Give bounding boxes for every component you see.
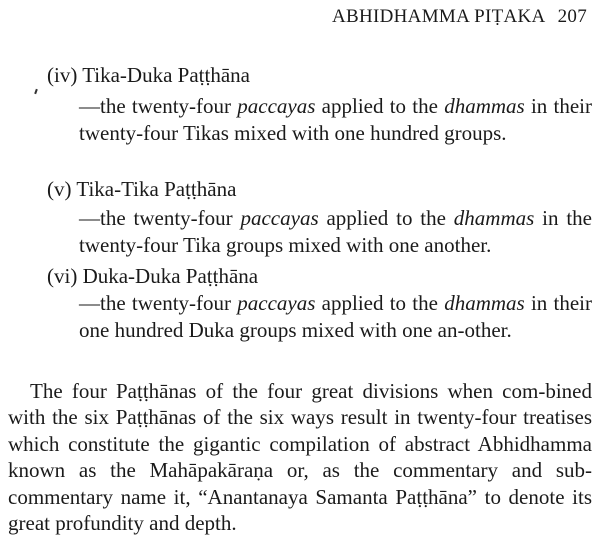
item-vi-text-1: —the twenty-four (79, 291, 238, 315)
item-v-title: (v) Tika-Tika Paṭṭhāna (47, 177, 237, 201)
item-iv-text-1: —the twenty-four (79, 94, 238, 118)
item-v-text-3: in the twenty-four Tika groups mixed with one another. (79, 206, 592, 257)
item-vi-body (79, 290, 592, 343)
item-v-term-paccayas: paccayas (240, 206, 319, 230)
item-iv-title: (iv) Tika-Duka Paṭṭhāna (47, 63, 250, 87)
item-iv-body (79, 93, 592, 146)
item-vi-term-paccayas: paccayas (237, 291, 316, 315)
item-iv-text-2: applied to the (315, 94, 445, 118)
page-number: 207 (557, 6, 587, 27)
running-title: ABHIDHAMMA PIṬAKA (332, 6, 546, 27)
stray-ink-mark (34, 89, 38, 94)
item-iv-text-3: in their twenty-four Tikas mixed with one hundred groups. (79, 94, 592, 145)
item-iv-term-paccayas: paccayas (237, 94, 316, 118)
item-iv-term-dhammas: dhammas (444, 94, 525, 118)
body-paragraph: The four Paṭṭhānas of the four great divisions when com-bined with the six Paṭṭhānas of the six ways result in twenty-four treatises which constitute the gigantic compilation of abstract Abhidhamma known as the Mahāpakāraṇa or, as the commentary and sub-commentary name it, “Anantanaya Samanta Paṭṭhāna” to denote its great profundity and depth. (8, 379, 592, 536)
item-v-text-2: applied to the (318, 206, 454, 230)
item-v-term-dhammas: dhammas (453, 206, 535, 230)
item-vi-term-dhammas: dhammas (444, 291, 525, 315)
item-v-text-1: —the twenty-four (79, 206, 241, 230)
item-vi-title: (vi) Duka-Duka Paṭṭhāna (47, 264, 259, 288)
item-vi-text-2: applied to the (315, 291, 445, 315)
running-header (332, 6, 587, 28)
item-v-body (79, 205, 592, 258)
item-vi-text-3: in their one hundred Duka groups mixed with one an-other. (79, 291, 592, 342)
